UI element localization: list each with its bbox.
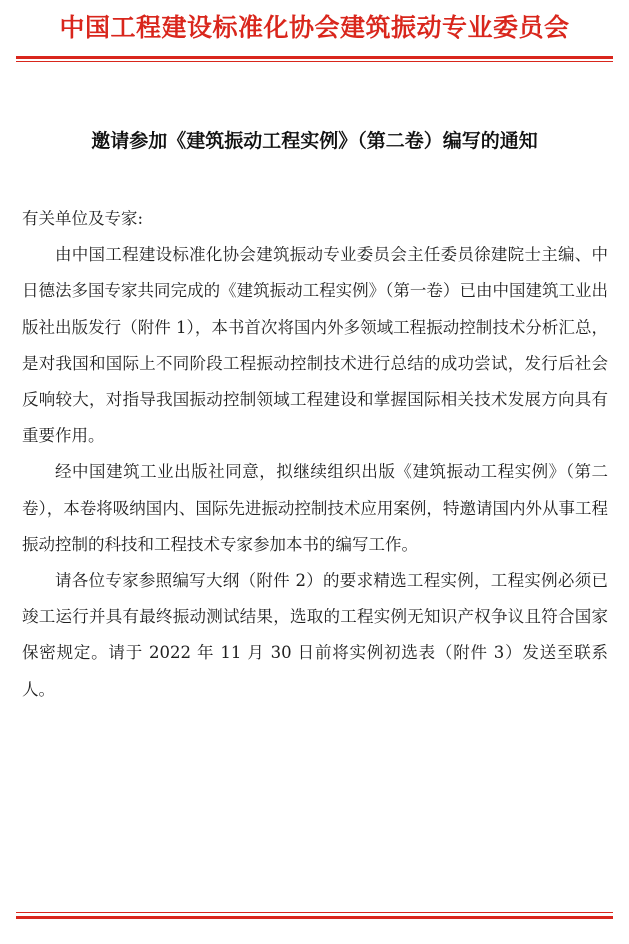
document-body [22, 201, 608, 708]
header-divider-thin [16, 61, 613, 62]
footer-divider-thin [16, 912, 613, 913]
document-title: 邀请参加《建筑振动工程实例》（第二卷）编写的通知 [91, 130, 538, 152]
salutation: 有关单位及专家: [22, 209, 144, 228]
footer-divider-thick [16, 916, 613, 919]
paragraph-second-volume: 经中国建筑工业出版社同意，拟继续组织出版《建筑振动工程实例》（第二卷），本卷将吸纳国内、国际先进振动控制技术应用案例，特邀请国内外从事工程振动控制的科技和工程技术专家参加本书的编写工作。 [22, 462, 608, 554]
paragraph-requirements: 请各位专家参照编写大纲（附件 2）的要求精选工程实例，工程实例必须已竣工运行并具有最终振动测试结果，选取的工程实例无知识产权争议且符合国家保密规定。请于 2022 年 11 月 30 日前将实例初选表（附件 3）发送至联系人。 [22, 571, 608, 699]
organization-header: 中国工程建设标准化协会建筑振动专业委员会 [59, 13, 570, 42]
header-divider-thick [16, 56, 613, 59]
paragraph-intro: 由中国工程建设标准化协会建筑振动专业委员会主任委员徐建院士主编、中日德法多国专家共同完成的《建筑振动工程实例》（第一卷）已由中国建筑工业出版社出版发行（附件 1），本书首次将国内外多领域工程振动控制技术分析汇总，是对我国和国际上不同阶段工程振动控制技术进行总结的成功尝试，发行后社会反响较大，对指导我国振动控制领域工程建设和掌握国际相关技术发展方向具有重要作用。 [22, 245, 608, 446]
